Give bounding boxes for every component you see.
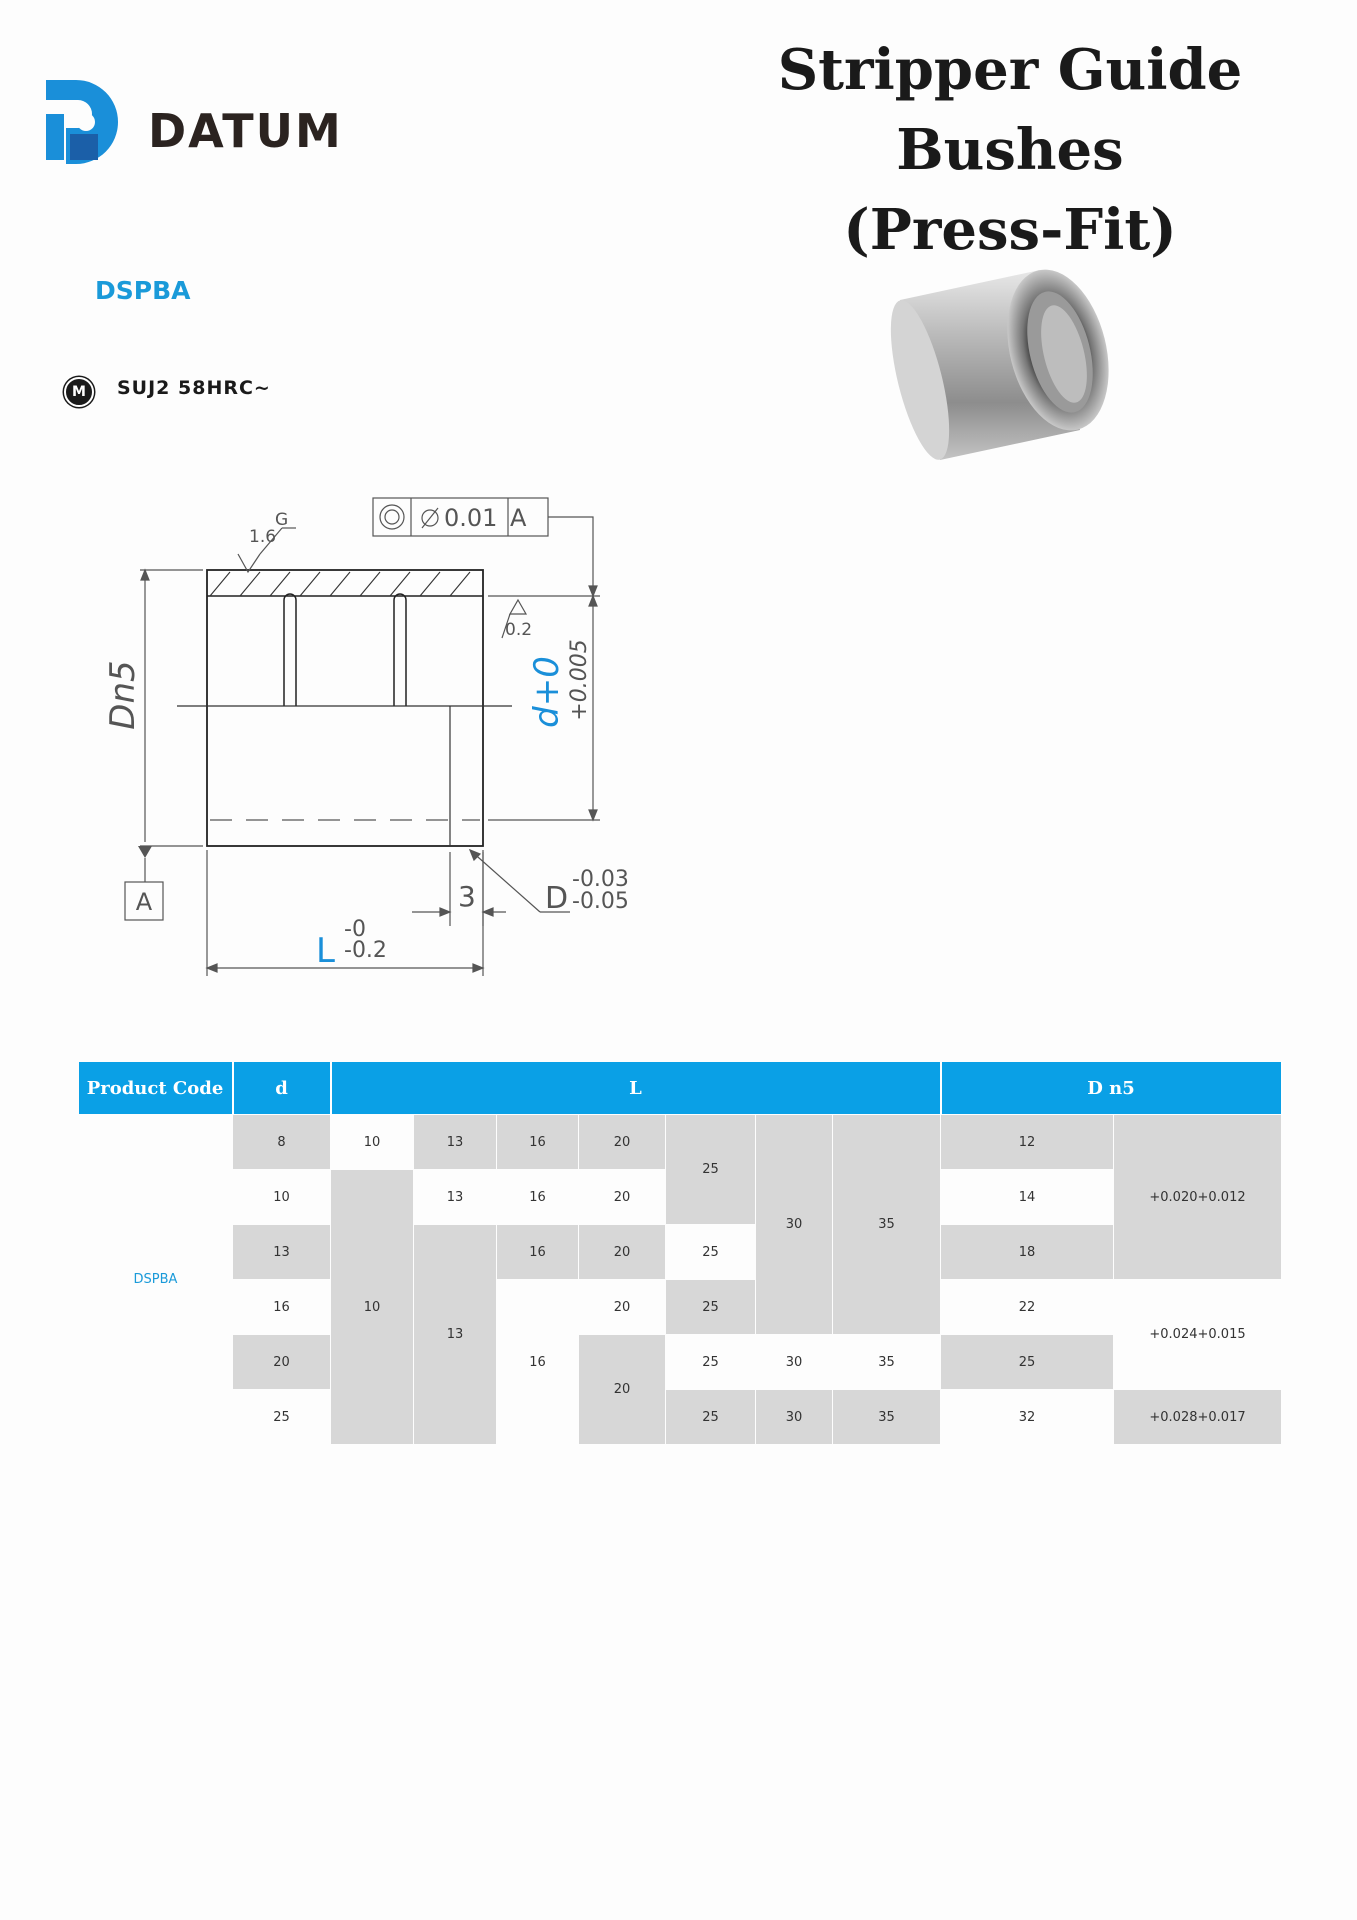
D-cell: 22	[941, 1280, 1114, 1335]
concentricity-datum: A	[510, 504, 527, 532]
concentricity-value: 0.01	[444, 504, 498, 532]
datum-label: A	[135, 888, 153, 916]
technical-drawing	[100, 480, 660, 980]
table-row	[79, 1225, 1282, 1280]
d-cell: 10	[233, 1170, 331, 1225]
header-product-code: Product Code	[79, 1062, 233, 1115]
tolerance-cell: +0.020+0.012	[1114, 1115, 1282, 1280]
d-cell: 25	[233, 1390, 331, 1445]
length-tolerance-lower: -0.2	[344, 938, 387, 963]
tolerance-cell: +0.024+0.015	[1114, 1280, 1282, 1390]
L-cell: 25	[666, 1115, 756, 1225]
inner-diameter-tolerance: +0.005	[567, 639, 592, 721]
L-cell: 16	[497, 1225, 579, 1280]
L-cell: 30	[756, 1335, 833, 1390]
L-cell: 16	[497, 1170, 579, 1225]
spec-table	[78, 1062, 1283, 1445]
L-cell: 10	[331, 1115, 414, 1170]
flatness-value: 0.2	[505, 620, 533, 640]
L-cell: 16	[497, 1280, 579, 1445]
roughness-grade: G	[275, 510, 289, 530]
title-line-2: (Press-Fit)	[843, 197, 1177, 263]
outer-diameter-label: Dn5	[103, 660, 143, 730]
L-cell: 20	[579, 1170, 666, 1225]
material-icon: M	[64, 377, 94, 407]
L-cell: 20	[579, 1225, 666, 1280]
L-cell: 20	[579, 1335, 666, 1445]
D-cell: 12	[941, 1115, 1114, 1170]
brand-name: DATUM	[148, 104, 343, 158]
bushing-photo	[880, 240, 1130, 470]
L-cell: 35	[833, 1390, 941, 1445]
L-cell: 25	[666, 1225, 756, 1280]
L-cell: 13	[414, 1170, 497, 1225]
d-tolerance-lower: -0.05	[572, 889, 629, 914]
L-cell: 13	[414, 1115, 497, 1170]
material-spec: SUJ2 58HRC~	[117, 377, 271, 399]
D-cell: 18	[941, 1225, 1114, 1280]
L-cell: 35	[833, 1335, 941, 1390]
L-cell: 25	[666, 1335, 756, 1390]
inner-diameter-label: d+0	[527, 656, 567, 728]
table-row	[79, 1115, 1282, 1170]
length-tolerance-upper: -0	[344, 917, 366, 942]
d-cell: 13	[233, 1225, 331, 1280]
L-cell: 25	[666, 1390, 756, 1445]
d-cell: 20	[233, 1335, 331, 1390]
D-cell: 32	[941, 1390, 1114, 1445]
L-cell: 13	[414, 1225, 497, 1445]
table-row	[79, 1335, 1282, 1390]
table-row	[79, 1280, 1282, 1335]
d-tolerance-upper: -0.03	[572, 867, 629, 892]
product-code-cell: DSPBA	[79, 1115, 233, 1445]
d-label: D	[545, 881, 569, 916]
header-d: d	[233, 1062, 331, 1115]
page-title	[690, 30, 1330, 270]
L-cell: 16	[497, 1115, 579, 1170]
L-cell: 35	[833, 1115, 941, 1335]
length-label: L	[316, 931, 335, 971]
L-cell: 30	[756, 1115, 833, 1335]
L-cell: 20	[579, 1280, 666, 1335]
L-cell: 20	[579, 1115, 666, 1170]
tolerance-cell: +0.028+0.017	[1114, 1390, 1282, 1445]
header-D: D n5	[941, 1062, 1282, 1115]
D-cell: 25	[941, 1335, 1114, 1390]
table-header-row	[79, 1062, 1282, 1115]
header-L: L	[331, 1062, 941, 1115]
chamfer-length: 3	[458, 880, 476, 913]
L-cell: 25	[666, 1280, 756, 1335]
title-line-1: Stripper Guide Bushes	[777, 37, 1243, 183]
d-cell: 16	[233, 1280, 331, 1335]
L-cell: 30	[756, 1390, 833, 1445]
D-cell: 14	[941, 1170, 1114, 1225]
L-cell: 10	[331, 1170, 414, 1445]
product-code-heading: DSPBA	[95, 276, 191, 305]
d-cell: 8	[233, 1115, 331, 1170]
roughness-value: 1.6	[249, 527, 277, 547]
table-row	[79, 1390, 1282, 1445]
